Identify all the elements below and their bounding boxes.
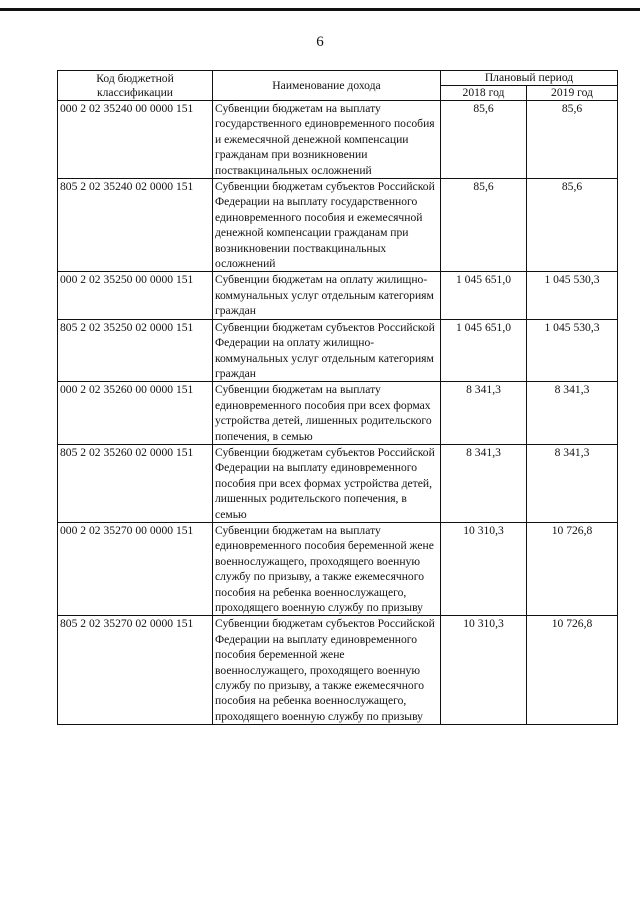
budget-revenue-table xyxy=(57,70,618,725)
cell-2018: 10 310,3 xyxy=(441,522,527,615)
cell-2019: 85,6 xyxy=(527,101,618,179)
cell-name: Субвенции бюджетам на выплату единовременного пособия при всех формах устройства детей, лишенных родительского попечения, в семью xyxy=(213,382,441,445)
cell-name: Субвенции бюджетам на выплату государственного единовременного пособия и ежемесячной денежной компенсации гражданам при возникновении поствакцинальных осложнений xyxy=(213,101,441,179)
cell-2018: 8 341,3 xyxy=(441,382,527,445)
table-row xyxy=(58,101,618,179)
table-row xyxy=(58,179,618,272)
cell-code: 000 2 02 35270 00 0000 151 xyxy=(58,522,213,615)
cell-name: Субвенции бюджетам субъектов Российской Федерации на оплату жилищно-коммунальных услуг отдельным категориям граждан xyxy=(213,319,441,382)
page-number: 6 xyxy=(316,34,324,50)
cell-2019: 10 726,8 xyxy=(527,522,618,615)
cell-2019: 8 341,3 xyxy=(527,444,618,522)
header-code: Код бюджетной классификации xyxy=(58,71,213,101)
cell-code: 805 2 02 35240 02 0000 151 xyxy=(58,179,213,272)
cell-2018: 10 310,3 xyxy=(441,616,527,725)
table-row xyxy=(58,522,618,615)
cell-2019: 8 341,3 xyxy=(527,382,618,445)
cell-name: Субвенции бюджетам на выплату единовременного пособия беременной жене военнослужащего, проходящего военную службу по призыву, а также ежемесячного пособия на ребенка военнослужащего, проходящего военную службу по призыву xyxy=(213,522,441,615)
cell-2019: 85,6 xyxy=(527,179,618,272)
cell-name: Субвенции бюджетам на оплату жилищно-коммунальных услуг отдельным категориям граждан xyxy=(213,272,441,319)
cell-2018: 1 045 651,0 xyxy=(441,319,527,382)
table-body xyxy=(58,101,618,725)
cell-name: Субвенции бюджетам субъектов Российской Федерации на выплату государственного единовременного пособия и ежемесячной денежной компенсации гражданам при возникновении поствакцинальных осложнений xyxy=(213,179,441,272)
table-row xyxy=(58,272,618,319)
cell-code: 805 2 02 35260 02 0000 151 xyxy=(58,444,213,522)
cell-2018: 1 045 651,0 xyxy=(441,272,527,319)
header-year-2018: 2018 год xyxy=(441,86,527,101)
table-row xyxy=(58,319,618,382)
cell-code: 805 2 02 35270 02 0000 151 xyxy=(58,616,213,725)
cell-2018: 85,6 xyxy=(441,179,527,272)
cell-code: 000 2 02 35240 00 0000 151 xyxy=(58,101,213,179)
cell-2019: 1 045 530,3 xyxy=(527,319,618,382)
cell-2019: 10 726,8 xyxy=(527,616,618,725)
cell-code: 805 2 02 35250 02 0000 151 xyxy=(58,319,213,382)
header-planning-period: Плановый период xyxy=(441,71,618,86)
header-year-2019: 2019 год xyxy=(527,86,618,101)
cell-2018: 85,6 xyxy=(441,101,527,179)
cell-name: Субвенции бюджетам субъектов Российской Федерации на выплату единовременного пособия беременной жене военнослужащего, проходящего военную службу по призыву, а также ежемесячного пособия на ребенка военнослужащего, проходящего военную службу по призыву xyxy=(213,616,441,725)
table-row xyxy=(58,616,618,725)
cell-code: 000 2 02 35250 00 0000 151 xyxy=(58,272,213,319)
cell-2019: 1 045 530,3 xyxy=(527,272,618,319)
header-name: Наименование дохода xyxy=(213,71,441,101)
table-row xyxy=(58,444,618,522)
cell-name: Субвенции бюджетам субъектов Российской Федерации на выплату единовременного пособия при всех формах устройства детей, лишенных родительского попечения, в семью xyxy=(213,444,441,522)
cell-2018: 8 341,3 xyxy=(441,444,527,522)
table-row xyxy=(58,382,618,445)
cell-code: 000 2 02 35260 00 0000 151 xyxy=(58,382,213,445)
top-border-rule xyxy=(0,8,640,11)
